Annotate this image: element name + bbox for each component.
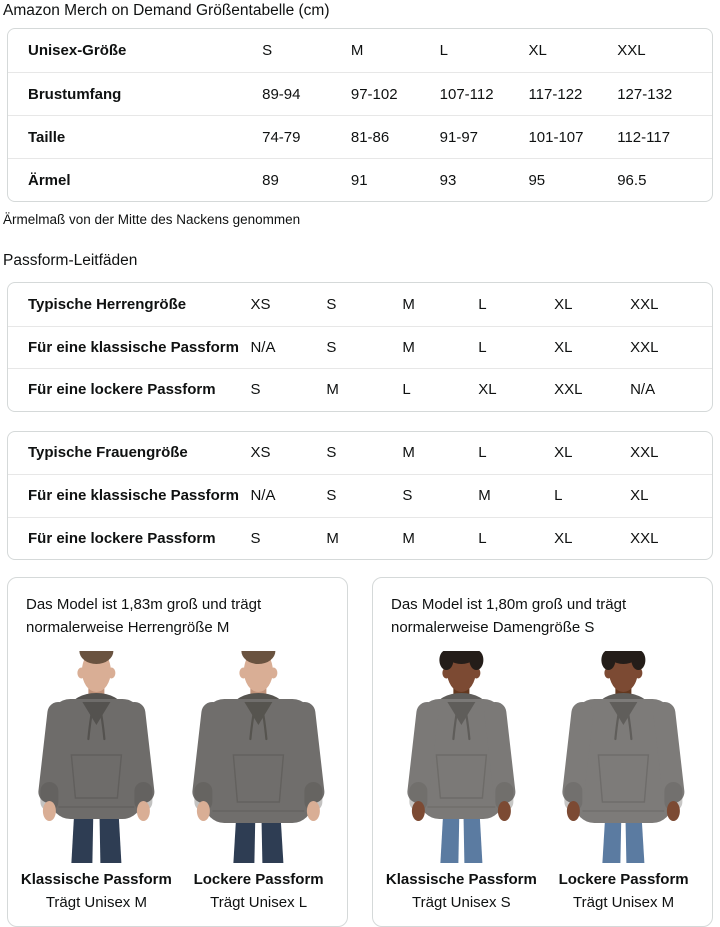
fit-size-value: M <box>402 295 415 313</box>
row-label: Ärmel <box>28 171 71 189</box>
fit-size-value: N/A <box>250 487 276 505</box>
table-row-sleeve <box>8 158 712 201</box>
fit-size-value: XXL <box>630 529 659 547</box>
size-col-header: XL <box>528 42 547 59</box>
fit-size-value: N/A <box>630 381 656 399</box>
measurement-value: 127-132 <box>617 85 673 103</box>
row-label: Typische Herrengröße <box>28 295 187 313</box>
fit-size-value: M <box>402 529 415 547</box>
mens-model-card <box>7 577 348 927</box>
fit-size-value: L <box>402 381 411 399</box>
measurement-value: 89-94 <box>262 85 301 103</box>
fit-size-value: XL <box>554 529 573 547</box>
fit-size-value: L <box>478 338 487 356</box>
womens-model-card <box>372 577 713 927</box>
fit-size-value: L <box>478 295 487 313</box>
table-row <box>8 283 712 326</box>
fit-size-value: L <box>554 487 563 505</box>
measurement-value: 74-79 <box>262 128 301 146</box>
page-title: Amazon Merch on Demand Größentabelle (cm) <box>3 2 330 19</box>
mens-fit-table <box>7 282 713 412</box>
table-row-waist <box>8 115 712 158</box>
size-col-header: S <box>262 42 273 59</box>
model-figure-loose <box>182 651 335 912</box>
fit-size-value: XL <box>554 444 573 462</box>
measurement-value: 96.5 <box>617 171 647 189</box>
fit-size-value: M <box>402 338 415 356</box>
table-row <box>8 368 712 411</box>
unisex-size-table <box>7 28 713 202</box>
model-photo <box>547 651 700 863</box>
fit-size-value: M <box>478 487 491 505</box>
worn-size-label: Trägt Unisex M <box>573 894 675 911</box>
womens-fit-table <box>7 431 713 561</box>
row-label: Für eine lockere Passform <box>28 381 216 399</box>
measurement-value: 112-117 <box>617 128 671 146</box>
measurement-value: 81-86 <box>350 128 390 146</box>
worn-size-label: Trägt Unisex M <box>45 894 147 911</box>
fit-size-value: S <box>402 487 413 505</box>
model-figure-classic <box>385 651 538 912</box>
model-cards-row <box>7 577 713 927</box>
row-label: Für eine lockere Passform <box>28 529 216 547</box>
measurement-value: 89 <box>262 171 279 189</box>
fit-size-value: L <box>478 529 487 547</box>
size-col-header: L <box>439 42 448 59</box>
size-col-header: XXL <box>617 42 646 59</box>
fit-size-value: M <box>326 381 339 399</box>
fit-size-value: XXL <box>630 295 659 313</box>
measurement-value: 95 <box>528 171 546 189</box>
fit-size-value: XL <box>554 338 573 356</box>
fit-size-value: XL <box>554 295 573 313</box>
table-row <box>8 517 712 560</box>
size-col-header: M <box>350 42 364 59</box>
fit-size-value: S <box>326 444 337 462</box>
sleeve-measure-footnote: Ärmelmaß von der Mitte des Nackens genommen <box>3 212 301 227</box>
model-figures <box>385 651 700 912</box>
fit-size-value: S <box>326 338 337 356</box>
fit-guides-title: Passform-Leitfäden <box>3 252 138 269</box>
fit-size-value: XXL <box>554 381 583 399</box>
row-label: Taille <box>28 128 66 146</box>
fit-size-value: S <box>326 487 337 505</box>
table-row <box>8 432 712 475</box>
fit-size-value: XS <box>250 295 271 313</box>
model-photo <box>20 651 173 863</box>
fit-label: Lockere Passform <box>558 871 689 888</box>
fit-size-value: XL <box>630 487 649 505</box>
measurement-value: 91-97 <box>439 128 479 146</box>
measurement-value: 117-122 <box>528 85 583 103</box>
row-label: Typische Frauengröße <box>28 444 188 462</box>
measurement-value: 91 <box>350 171 368 189</box>
model-photo <box>182 651 335 863</box>
fit-size-value: N/A <box>250 338 276 356</box>
fit-size-value: XXL <box>630 338 659 356</box>
fit-size-value: M <box>402 444 415 462</box>
model-photo <box>385 651 538 863</box>
model-figure-classic <box>20 651 173 912</box>
row-label: Für eine klassische Passform <box>28 487 239 505</box>
table-header-row <box>8 29 712 72</box>
fit-label: Klassische Passform <box>385 871 537 888</box>
worn-size-label: Trägt Unisex L <box>210 894 308 911</box>
model-figure-loose <box>547 651 700 912</box>
fit-size-value: XXL <box>630 444 659 462</box>
fit-label: Lockere Passform <box>193 871 324 888</box>
fit-size-value: XL <box>478 381 497 399</box>
fit-size-value: S <box>250 381 261 399</box>
model-card-title: Das Model ist 1,83m groß und trägt normalerweise Herrengröße M <box>26 596 262 636</box>
fit-size-value: L <box>478 444 487 462</box>
table-row <box>8 326 712 369</box>
fit-size-value: M <box>326 529 339 547</box>
measurement-value: 93 <box>439 171 457 189</box>
measurement-value: 97-102 <box>350 85 398 103</box>
table-row-chest <box>8 72 712 115</box>
table-row <box>8 474 712 517</box>
row-label: Brustumfang <box>28 85 122 103</box>
model-figures <box>20 651 335 912</box>
fit-size-value: S <box>250 529 261 547</box>
fit-label: Klassische Passform <box>20 871 172 888</box>
row-label: Für eine klassische Passform <box>28 338 239 356</box>
fit-size-value: S <box>326 295 337 313</box>
fit-size-value: XS <box>250 444 271 462</box>
measurement-value: 107-112 <box>439 85 494 103</box>
worn-size-label: Trägt Unisex S <box>412 894 511 911</box>
model-card-title: Das Model ist 1,80m groß und trägt normalerweise Damengröße S <box>391 596 627 636</box>
measurement-value: 101-107 <box>528 128 584 146</box>
row-label: Unisex-Größe <box>28 42 127 59</box>
